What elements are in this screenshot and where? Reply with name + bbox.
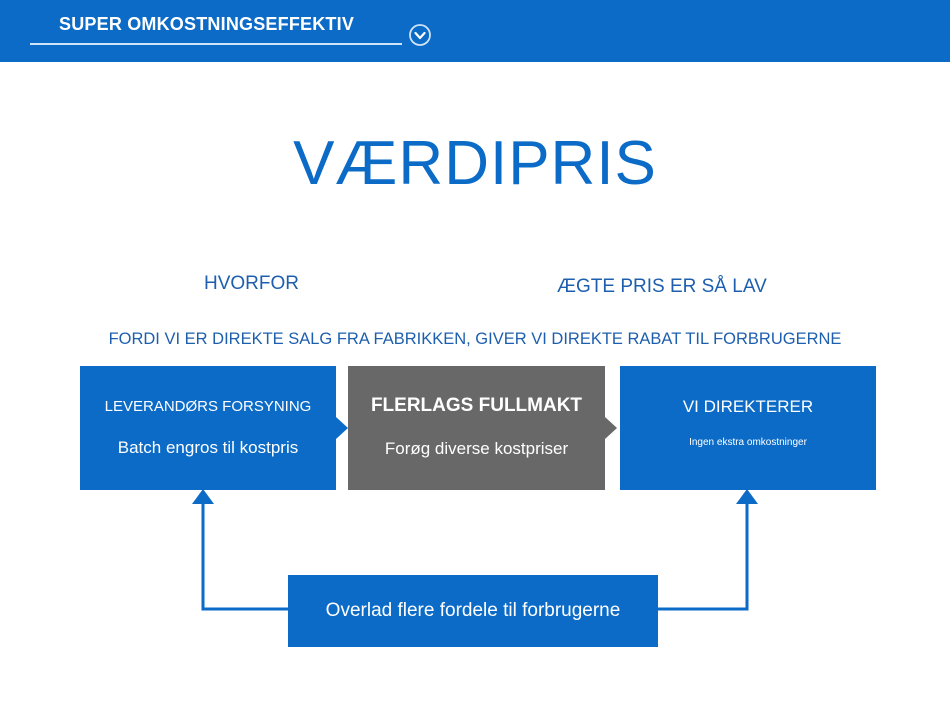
arrow-right-icon <box>605 417 617 439</box>
supplier-box-heading: LEVERANDØRS FORSYNING <box>104 398 312 415</box>
consumer-benefit-box: Overlad flere fordele til forbrugerne <box>288 575 658 647</box>
direct-box <box>620 366 876 490</box>
supplier-box <box>80 366 336 490</box>
left-heading: HVORFOR <box>204 273 299 294</box>
arrow-right-icon <box>336 417 348 439</box>
header-bar <box>0 0 950 62</box>
arrow-up-right-icon <box>736 489 758 504</box>
multilayer-box-heading: FLERLAGS FULLMAKT <box>370 395 583 416</box>
page-title: VÆRDIPRIS <box>293 129 657 198</box>
header-title: SUPER OMKOSTNINGSEFFEKTIV <box>59 14 355 34</box>
multilayer-box-text: Forøg diverse kostpriser <box>384 439 569 458</box>
right-heading: ÆGTE PRIS ER SÅ LAV <box>557 276 767 297</box>
multilayer-box <box>348 366 605 490</box>
header-underline <box>30 43 402 45</box>
arrow-up-left-icon <box>192 489 214 504</box>
direct-box-text: Ingen ekstra omkostninger <box>689 437 807 448</box>
chevron-down-circle-icon[interactable] <box>408 23 432 47</box>
explanation-banner: FORDI VI ER DIREKTE SALG FRA FABRIKKEN, GIVER VI DIREKTE RABAT TIL FORBRUGERNE <box>108 330 842 348</box>
direct-box-heading: VI DIREKTERER <box>682 397 814 416</box>
supplier-box-text: Batch engros til kostpris <box>117 438 299 457</box>
